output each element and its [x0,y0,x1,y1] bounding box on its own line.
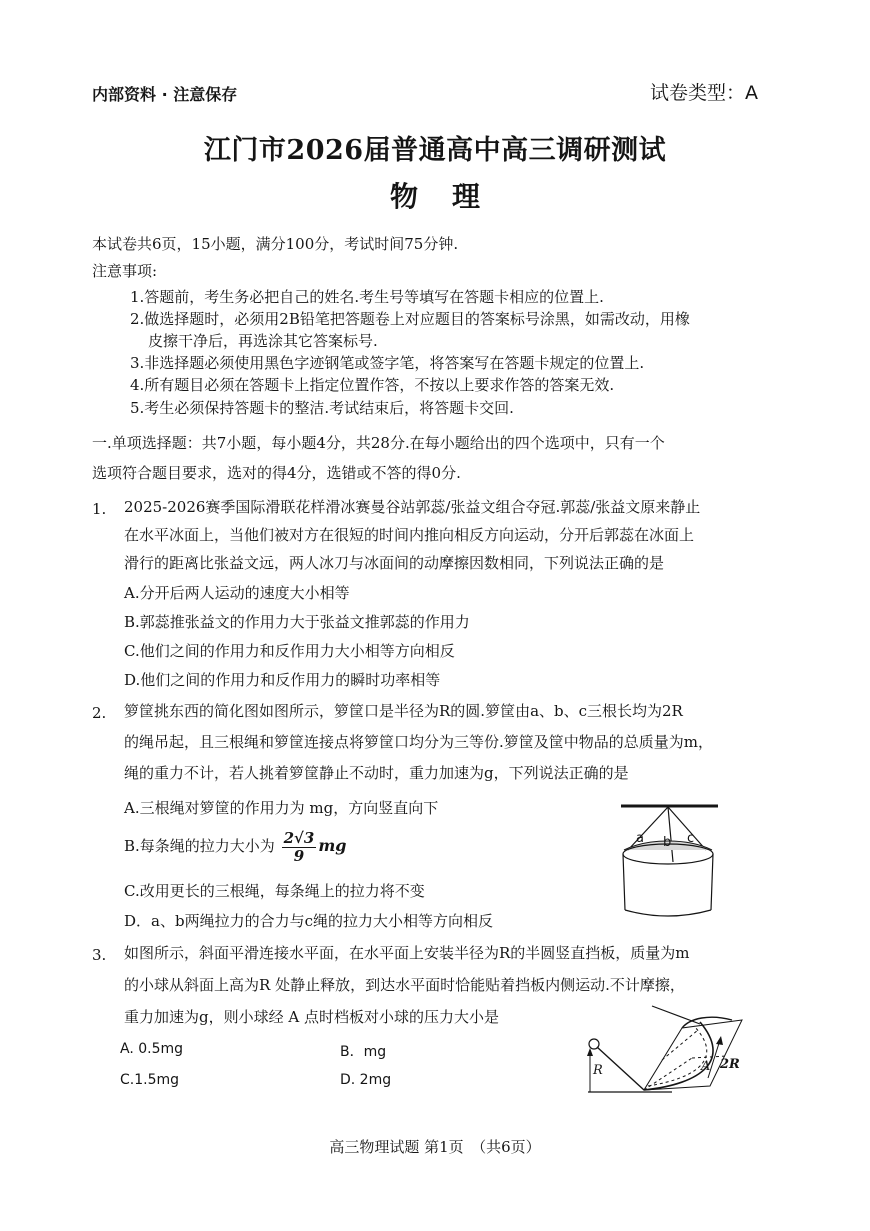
option-c: C.他们之间的作用力和反作用力大小相等方向相反 [124,642,455,660]
subject-title: 物理 [389,180,514,213]
option-a: A. 0.5mg [120,1041,184,1057]
question-text: 滑行的距离比张益文远，两人冰刀与冰面间的动摩擦因数相同，下列说法正确的是 [124,554,665,572]
notice-title: 注意事项: [92,262,158,280]
diameter-label: 2R [720,1057,740,1072]
question-text: 在水平冰面上，当他们被对方在很短的时间内推向相反方向运动，分开后郭蕊在冰面上 [124,526,695,544]
fraction [282,830,317,865]
question-text: 的绳吊起，且三根绳和箩筐连接点将箩筐口均分为三等份.箩筐及筐中物品的总质量为m， [124,733,713,751]
option-d: D. 2mg [340,1072,392,1088]
question-text: 的小球从斜面上高为R 处静止释放，到达水平面时恰能贴着挡板内侧运动.不计摩擦， [124,976,685,994]
question-number: 1. [92,500,107,518]
notice-item: 5.考生必须保持答题卡的整洁.考试结束后，将答题卡交回. [130,399,514,417]
paper-type-label: 试卷类型：A [650,82,758,104]
option-a: A.分开后两人运动的速度大小相等 [124,584,350,602]
question-text: 如图所示，斜面平滑连接水平面，在水平面上安装半径为R的半圆竖直挡板，质量为m [124,944,690,962]
question-text: 箩筐挑东西的简化图如图所示，箩筐口是半径为R的圆.箩筐由a、b、c三根长均为2R [124,702,683,720]
option-c: C.改用更长的三根绳，每条绳上的拉力将不变 [124,882,425,900]
page-footer: 高三物理试题 第1页 （共6页） [329,1138,541,1156]
section-heading: 一.单项选择题：共7小题，每小题4分，共28分.在每小题给出的四个选项中，只有一个 [92,434,665,452]
question-text: 绳的重力不计，若人挑着箩筐静止不动时，重力加速为g，下列说法正确的是 [124,764,629,782]
incline-figure [582,1000,758,1100]
rope-label-b: b [663,835,672,850]
fraction-denominator: 9 [293,846,305,865]
mg-term: mg [318,836,347,855]
question-text: 重力加速为g，则小球经 A 点时档板对小球的压力大小是 [124,1008,499,1026]
question-text: 2025-2026赛季国际滑联花样滑冰赛曼谷站郭蕊/张益文组合夺冠.郭蕊/张益文原来静止 [124,498,701,516]
option-a: A.三根绳对箩筐的作用力为 mg，方向竖直向下 [124,799,439,817]
section-heading: 选项符合题目要求，选对的得4分，选错或不答的得0分. [92,464,461,482]
question-number: 3. [92,946,107,964]
fraction-numerator: 2√3 [283,828,315,847]
rope-label-c: c [687,831,695,846]
option-b: B．mg [340,1044,387,1060]
basket-figure [618,802,728,920]
notice-item: 1.答题前，考生务必把自己的姓名.考生号等填写在答题卡相应的位置上. [130,288,604,306]
rope-label-a: a [636,831,644,846]
exam-intro: 本试卷共6页，15小题，满分100分，考试时间75分钟. [92,235,459,253]
option-c: C.1.5mg [120,1072,180,1088]
notice-item: 2.做选择题时，必须用2B铅笔把答题卷上对应题目的答案标号涂黑，如需改动，用橡 [130,310,690,328]
height-label: R [593,1063,603,1078]
option-b: B.郭蕊推张益文的作用力大于张益文推郭蕊的作用力 [124,613,470,631]
point-a-label: A [701,1059,711,1074]
confidential-label: 内部资料 · 注意保存 [92,85,238,104]
notice-item: 4.所有题目必须在答题卡上指定位置作答，不按以上要求作答的答案无效. [130,376,615,394]
option-d: D.他们之间的作用力和反作用力的瞬时功率相等 [124,671,441,689]
option-b-prefix: B.每条绳的拉力大小为 [124,837,275,855]
notice-item: 皮擦干净后，再选涂其它答案标号. [148,332,378,350]
exam-title: 江门市2026届普通高中高三调研测试 [203,135,667,166]
question-number: 2. [92,704,107,722]
option-d: D．a、b两绳拉力的合力与c绳的拉力大小相等方向相反 [124,912,493,930]
notice-item: 3.非选择题必须使用黑色字迹钢笔或签字笔，将答案写在答题卡规定的位置上. [130,354,645,372]
option-b [124,826,346,866]
